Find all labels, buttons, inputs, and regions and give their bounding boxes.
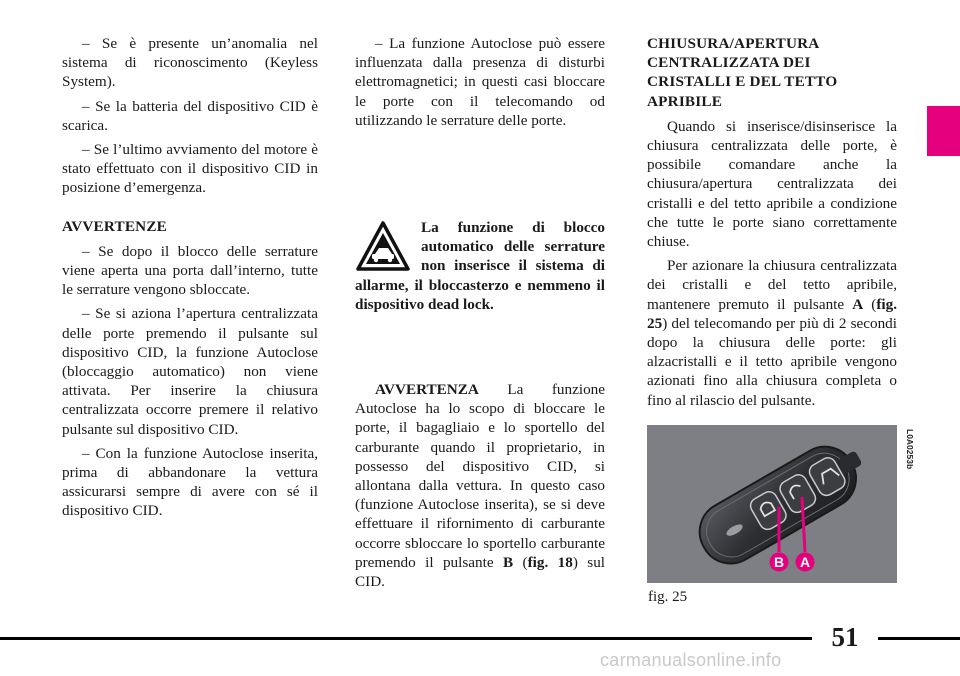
section-tab [927, 106, 960, 156]
column-right [647, 34, 897, 415]
text-run: ) sul CID. [355, 553, 606, 591]
paragraph: – Se dopo il blocco delle serrature viene aperta una porta dall’interno, tutte le serrature vengono sbloccate. [62, 242, 318, 299]
figure-code [897, 425, 915, 495]
paragraph [647, 256, 897, 410]
figure-caption: fig. 25 [648, 589, 688, 605]
avvertenza-label: AVVERTENZA [375, 381, 479, 398]
text-run: ( [513, 553, 528, 571]
key-fob-illustration [647, 425, 897, 583]
figure-code-text: L0A0253b [905, 429, 915, 470]
avvertenza-note [355, 380, 605, 591]
paragraph: – Con la funzione Autoclose inserita, prima di abbandonare la vettura assicurarsi sempre di avere con sé il dispositivo CID. [62, 444, 318, 520]
paragraph: – Se la batteria del dispositivo CID è scarica. [62, 97, 318, 134]
paragraph: – Se l’ultimo avviamento del motore è stato effettuato con il dispositivo CID in posizione d’emergenza. [62, 141, 318, 197]
text-run: Per azionare la chiusura centralizzata dei cristalli e del tetto apribile, mantenere premuto il pulsante [647, 257, 897, 313]
paragraph: – Se è presente un’anomalia nel sistema di riconoscimento (Keyless System). [62, 35, 318, 91]
section-heading: AVVERTENZE [62, 217, 167, 235]
watermark: carmanualsonline.info [600, 650, 782, 670]
warning-text: La funzione di blocco automatico delle serrature non inserisce il sistema di allarme, il bloccasterzo e nemmeno il dispositivo dead lock. [355, 219, 605, 313]
text-run: ) del telecomando per più di 2 secondi dopo la chiusura delle porte: gli alzacristalli e il tetto apribile vengono azionati fino alla chiusura completa o fino al rilascio del pulsante. [647, 314, 897, 409]
warning-triangle-icon [355, 220, 411, 272]
text-run: La funzione Autoclose ha lo scopo di bloccare le porte, il bagagliaio e lo sportello del carburante quando il proprietario, in possesso del dispositivo CID, si allontana dalla vettura. In questo caso (funzione Autoclose inserita), se si deve effettuare il rifornimento di carburante occorre sbloccare lo sportello carburante premendo il pulsante [355, 381, 605, 571]
callout-a-label: A [799, 554, 811, 570]
column-middle [355, 34, 605, 135]
section-heading: CHIUSURA/APERTURA CENTRALIZZATA DEI CRISTALLI E DEL TETTO APRIBILE [647, 35, 838, 110]
page-number: 51 [812, 617, 878, 657]
paragraph: – La funzione Autoclose può essere influenzata dalla presenza di disturbi elettromagnetici; in questi casi bloccare le porte con il telecomando od utilizzando le serrature delle porte. [355, 35, 605, 129]
figure-ref: fig. 18 [527, 553, 573, 571]
paragraph [355, 380, 605, 591]
callout-b-label: B [773, 554, 785, 570]
button-ref: A [852, 295, 864, 313]
text-run: ( [863, 295, 877, 313]
figure-ref: fig. 25 [647, 295, 897, 332]
button-ref: B [502, 553, 514, 571]
paragraph: Quando si inserisce/disinserisce la chiusura centralizzata delle porte, è possibile comandare anche la chiusura/apertura centralizzata dei cristalli e del tetto apribile a condizione che tutte le porte siano correttamente chiuse. [647, 117, 897, 251]
paragraph: – Se si aziona l’apertura centralizzata delle porte premendo il pulsante sul dispositivo CID, la funzione Autoclose (bloccaggio automatico) non viene attivata. Per inserire la chiusura centralizzata occorre premere il relativo pulsante sul dispositivo CID. [62, 305, 318, 438]
warning-note [355, 218, 605, 314]
figure-key-fob [647, 425, 897, 583]
column-left [62, 34, 318, 526]
